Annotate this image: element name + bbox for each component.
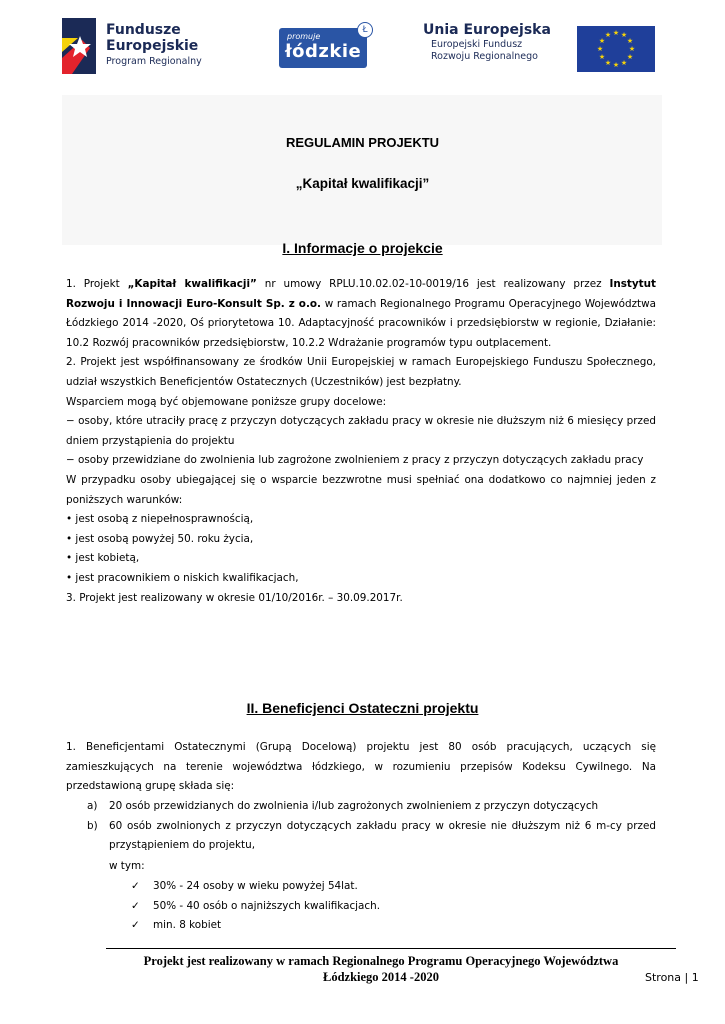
ue-title: Unia Europejska (423, 22, 551, 38)
check-item-2: ✓ 50% - 40 osób o najniższych kwalifikacjach. (131, 897, 380, 917)
title-background (62, 95, 662, 245)
section1-target-group-2: − osoby przewidziane do zwolnienia lub zagrożone zwolnieniem z pracy z przyczyn dotyczących zakładu pracy (66, 454, 644, 467)
section1-paragraph-1: 1. Projekt „Kapitał kwalifikacji” nr umowy RPLU.10.02.02-10-0019/16 jest realizowany przez Instytut Rozwoju i Innowacji Euro-Konsult Sp. z o.o. w ramach Regionalnego Programu Operacyjnego Województwa Łódzkiego 2014 -2020, Oś priorytetowa 10. Adaptacyjność pracowników i przedsiębiorstw w regionie, Działanie: 10.2 Rozwój pracowników przedsiębiorstw, 10.2.2 Wdrażanie programów typu outplacement. (66, 278, 657, 349)
svg-text:★: ★ (612, 61, 620, 69)
list-item-a: a) 20 osób przewidzianych do zwolnienia i/lub zagrożonych zwolnieniem z przyczyn dotyczących (87, 800, 599, 812)
svg-text:★: ★ (604, 59, 612, 67)
svg-text:★: ★ (598, 37, 606, 45)
project-name: „Kapitał kwalifikacji” (295, 176, 430, 191)
page-number: Strona | 1 (645, 971, 699, 984)
promuje-lodzkie-logo (279, 28, 367, 68)
section1-paragraph-period: 3. Projekt jest realizowany w okresie 01/10/2016r. – 30.09.2017r. (66, 591, 403, 604)
unia-europejska-logo (423, 22, 663, 74)
section1-paragraph-conditions: W przypadku osoby ubiegającej się o wsparcie bezzwrotne musi spełniać ona dodatkowo co najmniej jeden z poniższych warunków: (66, 473, 656, 506)
condition-item: • jest kobietą, (66, 552, 140, 565)
svg-text:★: ★ (604, 31, 612, 39)
check-item-3: ✓ min. 8 kobiet (131, 916, 221, 936)
svg-text:★: ★ (598, 53, 606, 61)
footer-line-1: Projekt jest realizowany w ramach Regionalnego Programu Operacyjnego Województwa (143, 954, 619, 968)
check-item-1: ✓ 30% - 24 osoby w wieku powyżej 54lat. (131, 877, 358, 897)
section2-heading: II. Beneficjenci Ostateczni projektu (246, 700, 479, 716)
section1-paragraph-3: Wsparciem mogą być objemowane poniższe grupy docelowe: (66, 395, 387, 408)
fe-star-flag-icon (60, 18, 98, 74)
eu-flag-icon (577, 26, 655, 72)
svg-text:★: ★ (620, 31, 628, 39)
condition-item: • jest osobą z niepełnosprawnością, (66, 513, 254, 526)
document-title: REGULAMIN PROJEKTU (285, 135, 440, 150)
section2-list (66, 797, 656, 856)
check-icon: ✓ (131, 900, 140, 912)
lodz-big-text: łódzkie (285, 41, 362, 62)
fundusze-europejskie-logo (60, 18, 240, 76)
condition-item: • jest pracownikiem o niskich kwalifikacjach, (66, 571, 299, 584)
svg-text:★: ★ (626, 53, 634, 61)
ue-subtitle-line1: Europejski Fundusz (431, 39, 523, 50)
condition-item: • jest osobą powyżej 50. roku życia, (66, 532, 254, 545)
footer-divider (106, 948, 676, 949)
section1-target-group-1: − osoby, które utraciły pracę z przyczyn dotyczących zakładu pracy w okresie nie dłuższym niż 6 miesięcy przed dniem przystąpienia do projektu (66, 415, 656, 447)
svg-text:★: ★ (620, 59, 628, 67)
section1-body (66, 275, 656, 608)
page-header (0, 0, 725, 85)
lodz-small-text: promuje (287, 32, 321, 41)
svg-text:★: ★ (626, 37, 634, 45)
ue-subtitle-line2: Rozwoju Regionalnego (431, 51, 538, 62)
w-tym-label: w tym: (109, 860, 145, 872)
fe-title-line1: Fundusze (106, 22, 181, 38)
fe-subtitle: Program Regionalny (106, 56, 202, 67)
footer-line-2: Łódzkiego 2014 -2020 (323, 970, 439, 984)
check-icon: ✓ (131, 880, 140, 892)
svg-text:★: ★ (596, 45, 604, 53)
list-item-b: b) 60 osób zwolnionych z przyczyn dotyczących zakładu pracy w okresie nie dłuższym niż 6 m-cy przed przystąpieniem do projektu, (87, 819, 656, 852)
svg-text:★: ★ (612, 29, 620, 37)
lodz-circle-icon: Ł (357, 22, 373, 38)
fe-title-line2: Europejskie (106, 38, 199, 54)
section1-heading: I. Informacje o projekcie (282, 240, 443, 256)
svg-text:★: ★ (628, 45, 636, 53)
section1-paragraph-2: 2. Projekt jest współfinansowany ze środków Unii Europejskiej w ramach Europejskiego Funduszu Społecznego, udział wszystkich Beneficjentów Ostatecznych (Uczestników) jest bezpłatny. (66, 356, 656, 388)
section2-paragraph-1: 1. Beneficjentami Ostatecznymi (Grupą Docelową) projektu jest 80 osób pracujących, uczących się zamieszkujących na terenie województwa łódzkiego, w rozumieniu przepisów Kodeksu Cywilnego. Na przedstawioną grupę składa się: (66, 741, 656, 793)
check-icon: ✓ (131, 919, 140, 931)
